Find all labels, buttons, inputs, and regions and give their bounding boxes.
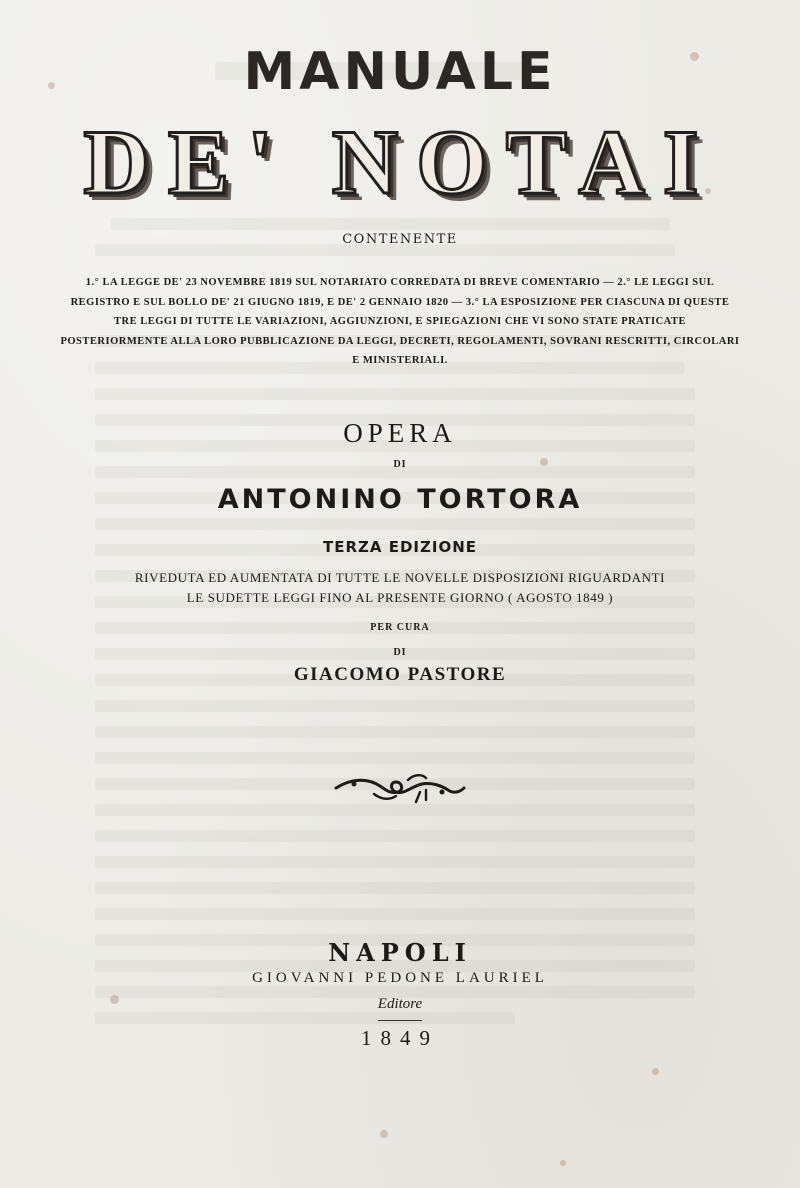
divider-rule — [378, 1020, 422, 1021]
publication-year: 1849 — [361, 1026, 439, 1050]
publisher-role: Editore — [377, 996, 423, 1012]
foxing-spot — [652, 1068, 659, 1075]
contents-description: 1.° LA LEGGE DE' 23 NOVEMBRE 1819 SUL NOTARIATO CORREDATA DI BREVE COMENTARIO — 2.° LE LEGGI SUL REGISTRO E SUL BOLLO DE' 21 GIUGNO 1819, E DE' 2 GENNAIO 1820 — 3.° LA ESPOSIZIONE PER CIASCUNA DI QUESTE TRE LEGGI DI TUTTE LE VARIAZIONI, AGGIUNZIONI, E SPIEGAZIONI CHE VI SONO STATE PRATICATE POSTERIORMENTE ALLA LORO PUBBLICAZIONE DA LEGGI, DECRETI, REGOLAMENTI, SOVRANI RESCRITTI, CIRCOLARI E MINISTERIALI. — [60, 277, 740, 366]
publisher-name: GIOVANNI PEDONE LAURIEL — [252, 970, 548, 986]
by-label: DI — [393, 459, 407, 470]
editor-name: GIACOMO PASTORE — [293, 664, 507, 685]
title-line-2: DE' NOTAI — [83, 111, 717, 213]
author-name: ANTONINO TORTORA — [217, 484, 583, 515]
publication-city: NAPOLI — [328, 938, 472, 967]
revision-note-line-1: RIVEDUTA ED AUMENTATA DI TUTTE LE NOVELLE DISPOSIZIONI RIGUARDANTI — [134, 570, 666, 585]
revision-note — [0, 568, 800, 608]
fleuron-ornament-icon — [330, 770, 470, 806]
by-label-2: DI — [393, 647, 407, 658]
foxing-spot — [560, 1160, 566, 1166]
revision-note-line-2: LE SUDETTE LEGGI FINO AL PRESENTE GIORNO ( AGOSTO 1849 ) — [186, 590, 614, 605]
curated-label: PER CURA — [370, 622, 430, 633]
work-label: OPERA — [343, 418, 457, 448]
title-line-1: MANUALE — [243, 42, 557, 102]
contents-label: CONTENENTE — [342, 232, 458, 247]
edition-label: TERZA EDIZIONE — [322, 538, 478, 556]
foxing-spot — [380, 1130, 388, 1138]
